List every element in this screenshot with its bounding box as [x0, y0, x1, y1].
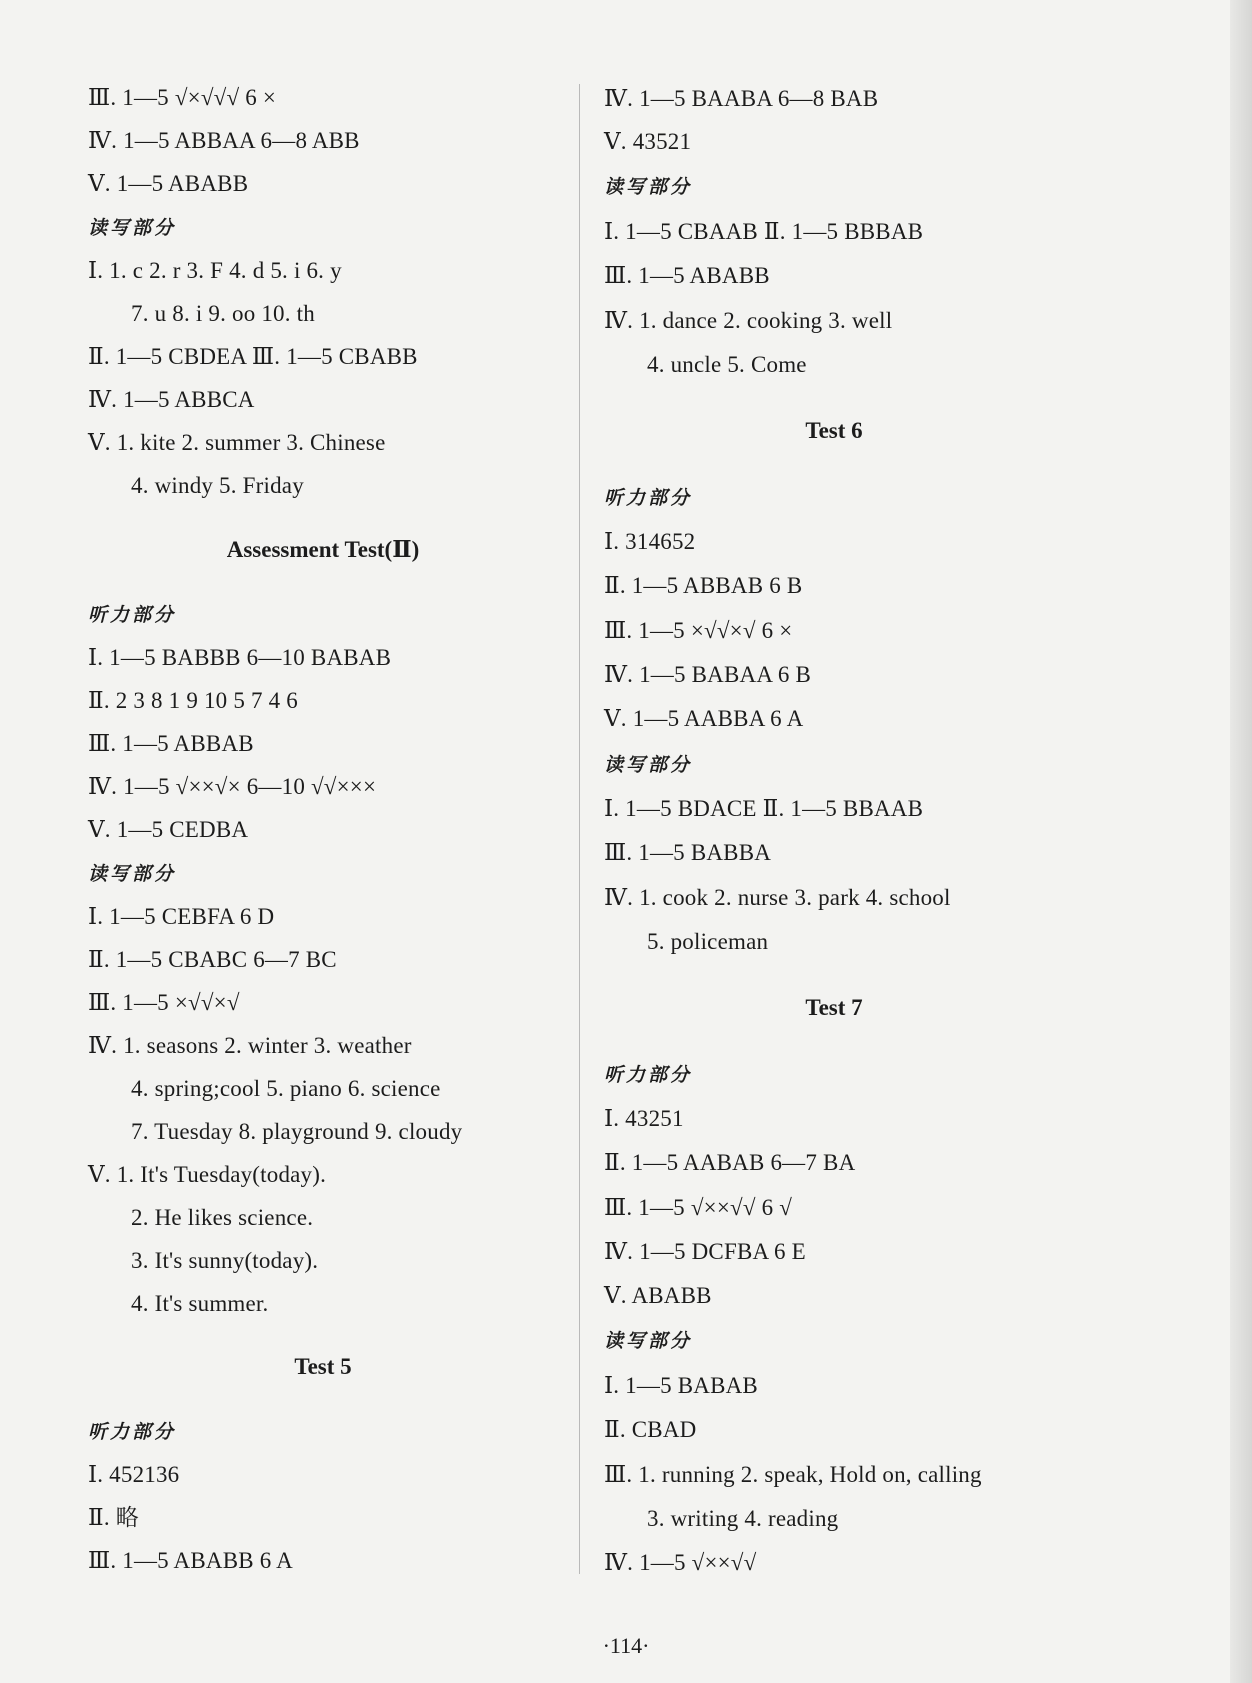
answer-line: Ⅳ. 1—5 BAABA 6—8 BAB	[604, 86, 879, 111]
answer-line: Ⅰ. 43251	[604, 1106, 684, 1131]
answer-line: Ⅲ. 1—5 ×√√×√ 6 ×	[604, 618, 793, 643]
answer-line: Ⅳ. 1—5 DCFBA 6 E	[604, 1239, 806, 1264]
answer-line: Ⅲ. 1—5 ×√√×√	[88, 990, 240, 1015]
answer-line: Ⅱ. 1—5 AABAB 6—7 BA	[604, 1150, 856, 1175]
section-label-listening: 听力部分	[604, 487, 693, 509]
answer-line: 4. It's summer.	[131, 1291, 269, 1316]
answer-line: Ⅲ. 1. running 2. speak, Hold on, calling	[604, 1462, 982, 1487]
section-label-listening: 听力部分	[604, 1064, 693, 1086]
answer-line: Ⅱ. 1—5 CBABC 6—7 BC	[88, 947, 337, 972]
answer-line: Ⅲ. 1—5 √××√√ 6 √	[604, 1195, 793, 1220]
answer-line: Ⅴ. 43521	[604, 129, 692, 154]
answer-line: Ⅳ. 1. seasons 2. winter 3. weather	[88, 1033, 412, 1058]
page-edge-shadow	[1230, 0, 1252, 1683]
answer-line: 4. uncle 5. Come	[647, 352, 807, 377]
answer-line: Ⅲ. 1—5 √×√√√ 6 ×	[88, 85, 277, 110]
test-heading: Test 7	[805, 995, 863, 1020]
answer-line: Ⅳ. 1—5 √××√× 6—10 √√×××	[88, 774, 377, 799]
answer-line: Ⅳ. 1—5 ABBAA 6—8 ABB	[88, 128, 360, 153]
answer-line: 4. spring;cool 5. piano 6. science	[131, 1076, 441, 1101]
answer-line: Ⅰ. 1—5 BABAB	[604, 1373, 758, 1398]
answer-line: Ⅳ. 1—5 √××√√	[604, 1550, 757, 1575]
test-heading: Test 5	[294, 1354, 352, 1379]
answer-line: Ⅲ. 1—5 BABBA	[604, 840, 772, 865]
answer-line: Ⅲ. 1—5 ABABB	[604, 263, 770, 288]
answer-line: Ⅲ. 1—5 ABBAB	[88, 731, 254, 756]
page-number: ·114·	[602, 1633, 650, 1658]
section-label-listening: 听力部分	[88, 604, 177, 626]
section-label-reading-writing: 读写部分	[604, 1330, 693, 1352]
answer-line: Ⅴ. 1—5 AABBA 6 A	[604, 706, 804, 731]
answer-line: Ⅳ. 1. dance 2. cooking 3. well	[604, 308, 893, 333]
answer-line: Ⅴ. 1. kite 2. summer 3. Chinese	[88, 430, 386, 455]
answer-line: Ⅱ. CBAD	[604, 1417, 697, 1442]
answer-line: Ⅱ. 2 3 8 1 9 10 5 7 4 6	[88, 688, 298, 713]
answer-line: 3. writing 4. reading	[647, 1506, 839, 1531]
answer-line: Ⅴ. 1—5 CEDBA	[88, 817, 249, 842]
section-label-reading-writing: 读写部分	[88, 863, 177, 885]
answer-line: Ⅱ. 略	[88, 1505, 139, 1530]
answer-line: 3. It's sunny(today).	[131, 1248, 319, 1273]
column-divider	[579, 84, 580, 1574]
answer-line: 2. He likes science.	[131, 1205, 314, 1230]
section-label-reading-writing: 读写部分	[604, 176, 693, 198]
test-heading: Test 6	[805, 418, 863, 443]
answer-line: 7. Tuesday 8. playground 9. cloudy	[131, 1119, 463, 1144]
section-label-reading-writing: 读写部分	[604, 754, 693, 776]
section-label-reading-writing: 读写部分	[88, 217, 177, 239]
test-heading: Assessment Test(Ⅱ)	[226, 537, 420, 562]
answer-line: Ⅰ. 452136	[88, 1462, 180, 1487]
answer-line: Ⅰ. 1—5 CEBFA 6 D	[88, 904, 275, 929]
answer-line: Ⅳ. 1—5 BABAA 6 B	[604, 662, 812, 687]
answer-line: Ⅲ. 1—5 ABABB 6 A	[88, 1548, 293, 1573]
answer-line: Ⅰ. 1—5 BDACE Ⅱ. 1—5 BBAAB	[604, 796, 924, 821]
answer-line: Ⅳ. 1—5 ABBCA	[88, 387, 255, 412]
answer-line: Ⅰ. 1—5 BABBB 6—10 BABAB	[88, 645, 392, 670]
answer-line: Ⅰ. 1. c 2. r 3. F 4. d 5. i 6. y	[88, 258, 342, 283]
answer-line: Ⅰ. 1—5 CBAAB Ⅱ. 1—5 BBBAB	[604, 219, 924, 244]
answer-line: 5. policeman	[647, 929, 769, 954]
answer-line: 7. u 8. i 9. oo 10. th	[131, 301, 315, 326]
answer-line: Ⅴ. 1—5 ABABB	[88, 171, 249, 196]
answer-line: Ⅰ. 314652	[604, 529, 696, 554]
answer-line: Ⅳ. 1. cook 2. nurse 3. park 4. school	[604, 885, 951, 910]
answer-line: Ⅱ. 1—5 ABBAB 6 B	[604, 573, 803, 598]
answer-line: Ⅴ. ABABB	[604, 1283, 712, 1308]
answer-line: 4. windy 5. Friday	[131, 473, 304, 498]
section-label-listening: 听力部分	[88, 1421, 177, 1443]
answer-line: Ⅴ. 1. It's Tuesday(today).	[88, 1162, 327, 1187]
answer-line: Ⅱ. 1—5 CBDEA Ⅲ. 1—5 CBABB	[88, 344, 418, 369]
